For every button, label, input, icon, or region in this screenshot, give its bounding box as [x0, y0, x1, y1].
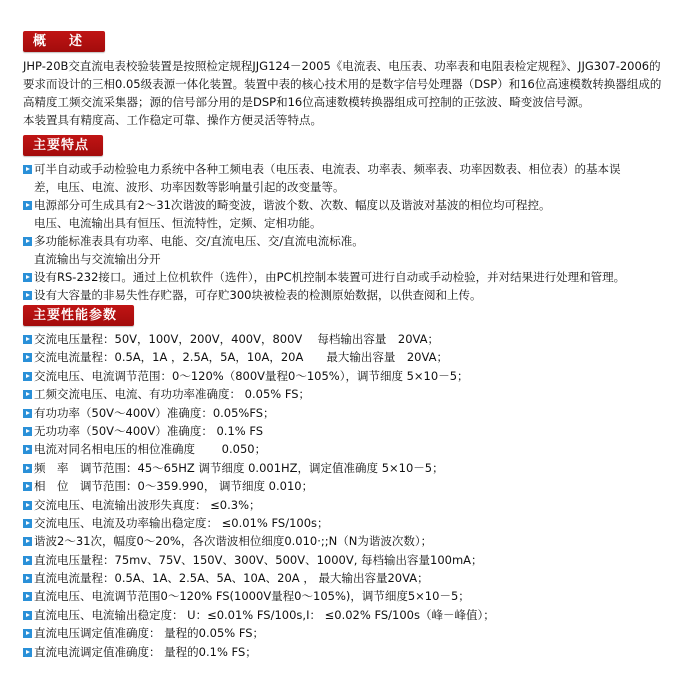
- feature-text: 差，电压、电流、波形、功率因数等影响量引起的改变量等。: [34, 180, 345, 194]
- bullet-arrow-icon: [23, 519, 32, 528]
- bullet-arrow-icon: [23, 409, 32, 418]
- spec-text: 直流电流调定值准确度： 量程的0.1% FS；: [34, 644, 257, 659]
- bullet-arrow-icon: [23, 611, 32, 620]
- overview-line: 本装置具有精度高、工作稳定可靠、操作方便灵活等特点。: [23, 113, 322, 127]
- bullet-arrow-icon: [23, 574, 32, 583]
- spec-text: 相 位 调节范围：0～359.990， 调节细度 0.010；: [34, 479, 314, 494]
- feature-item: [23, 286, 673, 304]
- feature-item: [23, 232, 673, 250]
- spec-text: 直流电压、电流输出稳定度： U：≤0.01% FS/100s,I： ≤0.02% FS/100s（峰－峰值）；: [34, 607, 495, 622]
- feature-item: [23, 268, 673, 286]
- feature-text: 设有RS-232接口。通过上位机软件（选件），由PC机控制本装置可进行自动或手动检验，并对结果进行处理和管理。: [34, 270, 626, 284]
- spec-item: [23, 440, 673, 458]
- overview-line: 高精度工频交流采集器；源的信号部分用的是DSP和16位高速数模转换器组成可控制的正弦波、畸变波信号源。: [23, 95, 590, 109]
- spec-item: [23, 477, 673, 495]
- spec-item: [23, 330, 673, 348]
- spec-text: 频 率 调节范围：45～65HZ 调节细度 0.001HZ，调定值准确度 5×10－5；: [34, 460, 444, 475]
- overview-line: JHP-20B交直流电表校验装置是按照检定规程JJG124－2005《电流表、电压表、功率表和电阻表检定规程》、JJG307-2006的: [23, 59, 661, 73]
- bullet-arrow-icon: [23, 537, 32, 546]
- spec-text: 交流电压、电流调节范围：0～120%（800V量程0～105%），调节细度 5×10－5；: [34, 368, 469, 383]
- feature-text: 电压、电流输出具有恒压、恒流特性，定频、定相功能。: [34, 216, 322, 230]
- spec-text: 无功功率（50V～400V）准确度： 0.1% FS: [34, 423, 264, 438]
- bullet-arrow-icon: [23, 372, 32, 381]
- spec-text: 直流电压量程：75mv、75V、150V、300V、500V、1000V, 每档输出容量100mA；: [34, 552, 483, 567]
- features-list: [23, 160, 673, 304]
- spec-item: [23, 514, 673, 532]
- bullet-arrow-icon: [23, 629, 32, 638]
- feature-text: 直流输出与交流输出分开: [34, 252, 161, 266]
- bullet-arrow-icon: [23, 237, 32, 246]
- feature-text: 可半自动或手动检验电力系统中各种工频电表（电压表、电流表、功率表、频率表、功率因数表、相位表）的基本误: [34, 162, 621, 176]
- bullet-arrow-icon: [23, 353, 32, 362]
- feature-text: 电源部分可生成具有2～31次谐波的畸变波，谐波个数、次数、幅度以及谐波对基波的相位均可程控。: [34, 198, 551, 212]
- overview-line: 要求而设计的三相0.05级表源一体化装置。装置中表的核心技术用的是数字信号处理器（DSP）和16位高速模数转换器组成的: [23, 77, 662, 91]
- spec-item: [23, 569, 673, 587]
- overview-title-char1: 概: [33, 34, 48, 49]
- spec-text: 谐波2～31次，幅度0～20%，各次谐波相位细度0.010·;;N（N为谐波次数）；: [34, 534, 433, 549]
- specs-list: [23, 330, 673, 661]
- bullet-arrow-icon: [23, 445, 32, 454]
- spec-item: [23, 367, 673, 385]
- bullet-arrow-icon: [23, 291, 32, 300]
- bullet-arrow-icon: [23, 501, 32, 510]
- overview-title-char2: 述: [69, 34, 84, 49]
- spec-text: 交流电压、电流及功率输出稳定度： ≤0.01% FS/100s；: [34, 515, 329, 530]
- spec-item: [23, 532, 673, 550]
- overview-paragraph: [23, 57, 673, 129]
- spec-item: [23, 587, 673, 605]
- bullet-arrow-icon: [23, 201, 32, 210]
- features-header: 主要特点: [23, 135, 103, 156]
- spec-text: 交流电压量程：50V，100V，200V，400V，800V 每档输出容量 20VA；: [34, 332, 440, 346]
- specs-header: 主要性能参数: [23, 305, 134, 326]
- spec-text: 有功功率（50V～400V）准确度：0.05%FS；: [34, 405, 275, 420]
- bullet-arrow-icon: [23, 648, 32, 657]
- spec-item: [23, 624, 673, 642]
- feature-text: 设有大容量的非易失性存贮器，可存贮300块被检表的检测原始数据，以供查阅和上传。: [34, 288, 482, 302]
- bullet-arrow-icon: [23, 165, 32, 174]
- feature-item: [23, 160, 673, 178]
- feature-continuation: [23, 250, 673, 268]
- spec-item: [23, 643, 673, 661]
- spec-text: 交流电压、电流输出波形失真度： ≤0.3%；: [34, 497, 261, 512]
- spec-item: [23, 422, 673, 440]
- spec-text: 直流电流量程：0.5A、1A、2.5A、5A、10A、20A ， 最大输出容量20VA；: [34, 571, 429, 586]
- bullet-arrow-icon: [23, 592, 32, 601]
- spec-text: 工频交流电压、电流、有功功率准确度： 0.05% FS；: [34, 387, 311, 402]
- spec-item: [23, 606, 673, 624]
- spec-text: 直流电压调定值准确度： 量程的0.05% FS；: [34, 626, 265, 641]
- spec-text: 电流对同名相电压的相位准确度 0.050；: [34, 442, 267, 457]
- spec-text: 直流电压、电流调节范围0～120% FS(1000V量程0～105%)，调节细度5×10－5；: [34, 589, 470, 604]
- bullet-arrow-icon: [23, 427, 32, 436]
- spec-item: [23, 385, 673, 403]
- feature-item: [23, 196, 673, 214]
- feature-continuation: [23, 178, 673, 196]
- spec-text: 交流电流量程：0.5A，1A ，2.5A，5A，10A，20A 最大输出容量 20VA；: [34, 350, 448, 365]
- overview-header: [23, 31, 105, 52]
- bullet-arrow-icon: [23, 390, 32, 399]
- spec-item: [23, 551, 673, 569]
- spec-item: [23, 496, 673, 514]
- bullet-arrow-icon: [23, 464, 32, 473]
- spec-item: [23, 348, 673, 366]
- bullet-arrow-icon: [23, 556, 32, 565]
- feature-continuation: [23, 214, 673, 232]
- feature-text: 多功能标准表具有功率、电能、交/直流电压、交/直流电流标准。: [34, 234, 364, 248]
- spec-item: [23, 459, 673, 477]
- spec-item: [23, 404, 673, 422]
- bullet-arrow-icon: [23, 335, 32, 344]
- bullet-arrow-icon: [23, 482, 32, 491]
- bullet-arrow-icon: [23, 273, 32, 282]
